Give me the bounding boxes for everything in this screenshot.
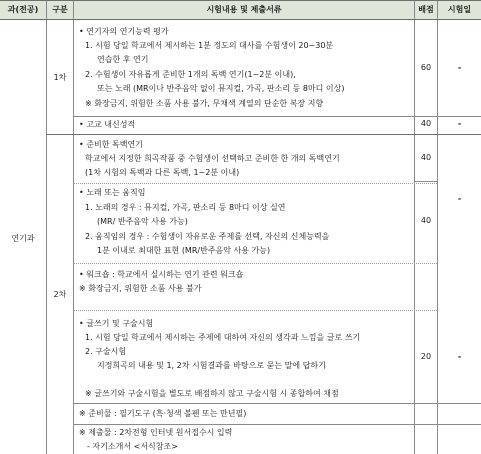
divider bbox=[0, 0, 481, 1]
round1-block1-line3: 2. 수험생이 자유롭게 준비한 1개의 독백 연기(1~2분 이내), bbox=[85, 70, 296, 79]
divider bbox=[0, 19, 481, 20]
divider bbox=[73, 116, 481, 117]
round1-block1-line4: 또는 노래 (MR이나 반주음악 없이 뮤지컬, 가곡, 판소리 등 8마디 이상) bbox=[97, 84, 345, 93]
round2-block4-title: • 글쓰기 및 구술시험 bbox=[79, 319, 154, 328]
round1-block2-title: • 고교 내신성적 bbox=[79, 120, 136, 129]
header-content: 시험내용 및 제출서류 bbox=[206, 5, 282, 14]
header-score: 배점 bbox=[418, 5, 434, 14]
round1-block1-line1: 1. 시험 당일 학교에서 제시하는 1분 정도의 대사를 수험생이 20~30분 bbox=[85, 41, 334, 50]
round2-block4-note: ※ 글쓰기와 구술시험을 별도로 배점하지 않고 구술시험 시 종합하여 채점 bbox=[85, 389, 339, 398]
round2-block3-title: • 워크숍 : 학교에서 실시하는 연기 관련 워크숍 bbox=[79, 270, 244, 279]
divider bbox=[46, 0, 47, 454]
round2-block3-note: ※ 화장금지, 위험한 소품 사용 불가 bbox=[79, 284, 202, 293]
round2-block2-score: 40 bbox=[420, 216, 432, 225]
round1-block1-score: 60 bbox=[420, 63, 432, 72]
round1-block1-title: • 연기자의 연기능력 평가 bbox=[79, 27, 169, 36]
header-date: 시험일 bbox=[447, 5, 472, 14]
header-type: 구분 bbox=[52, 5, 68, 14]
round2-block2-line2: (MR/ 반주음악 사용 가능) bbox=[97, 217, 188, 226]
round2-block4-date: - bbox=[457, 352, 462, 361]
header-dept: 과(전공) bbox=[7, 5, 39, 14]
divider bbox=[73, 183, 437, 184]
divider bbox=[73, 0, 74, 454]
round1-block1-note: ※ 화장금지, 위험한 소품 사용 불가, 무채색 계열의 단순한 복장 지향 bbox=[85, 99, 324, 108]
department-name: 연기과 bbox=[11, 234, 35, 243]
round2-block2-line4: 1분 이내로 최대한 표현 (MR/반주음악 사용 가능) bbox=[97, 246, 271, 255]
divider bbox=[73, 310, 437, 311]
round2-block2-line1: 1. 노래의 경우 : 뮤지컬, 가곡, 판소리 등 8마디 이상 실연 bbox=[85, 203, 286, 212]
divider bbox=[46, 134, 481, 135]
round1-block2-date: - bbox=[457, 119, 462, 128]
round2-block4-line2: 2. 구술시험 bbox=[85, 347, 127, 356]
divider bbox=[73, 263, 437, 264]
round2-block4-score: 20 bbox=[420, 352, 432, 361]
round1-label: 1차 bbox=[53, 73, 67, 82]
round2-block4-line1: 1. 시험 당일 학교에서 제시하는 주제에 대하여 자신의 생각과 느낌을 글로 쓰기 bbox=[85, 333, 361, 342]
divider bbox=[73, 424, 481, 425]
round2-date: - bbox=[457, 194, 462, 203]
round2-docs-sub: - 자기소개서 <서식참조> bbox=[87, 442, 178, 451]
round2-label: 2차 bbox=[53, 290, 67, 299]
round2-block1-title: • 준비한 독백연기 bbox=[79, 140, 143, 149]
divider bbox=[73, 403, 481, 404]
round2-block2-line3: 2. 움직임의 경우 : 수험생이 자유로운 주제를 선택, 자신의 신체능력을 bbox=[85, 232, 330, 241]
round2-block4-line3: 지정희곡의 내용 및 1, 2차 시험결과를 바탕으로 묻는 말에 답하기 bbox=[97, 361, 326, 370]
round1-block1-line2: 연습한 후 연기 bbox=[97, 55, 149, 64]
round2-prep-note: ※ 준비물 : 필기도구 (흑·청색 볼펜 또는 만년필) bbox=[79, 409, 247, 418]
round2-block1-score: 40 bbox=[420, 153, 432, 162]
round2-block1-line2: (1차 시험의 독백과 다른 독백, 1~2분 이내) bbox=[85, 168, 240, 177]
round2-docs-note: ※ 제출물 : 2차전형 인터넷 원서접수시 입력 bbox=[79, 428, 233, 437]
round1-block1-date: - bbox=[457, 63, 462, 72]
round1-block2-score: 40 bbox=[420, 119, 432, 128]
round2-block1-line1: 학교에서 지정한 희곡작품 중 수험생이 선택하고 준비한 한 개의 독백연기 bbox=[85, 154, 340, 163]
round2-block2-title: • 노래 또는 움직임 bbox=[79, 188, 146, 197]
divider bbox=[414, 181, 437, 182]
